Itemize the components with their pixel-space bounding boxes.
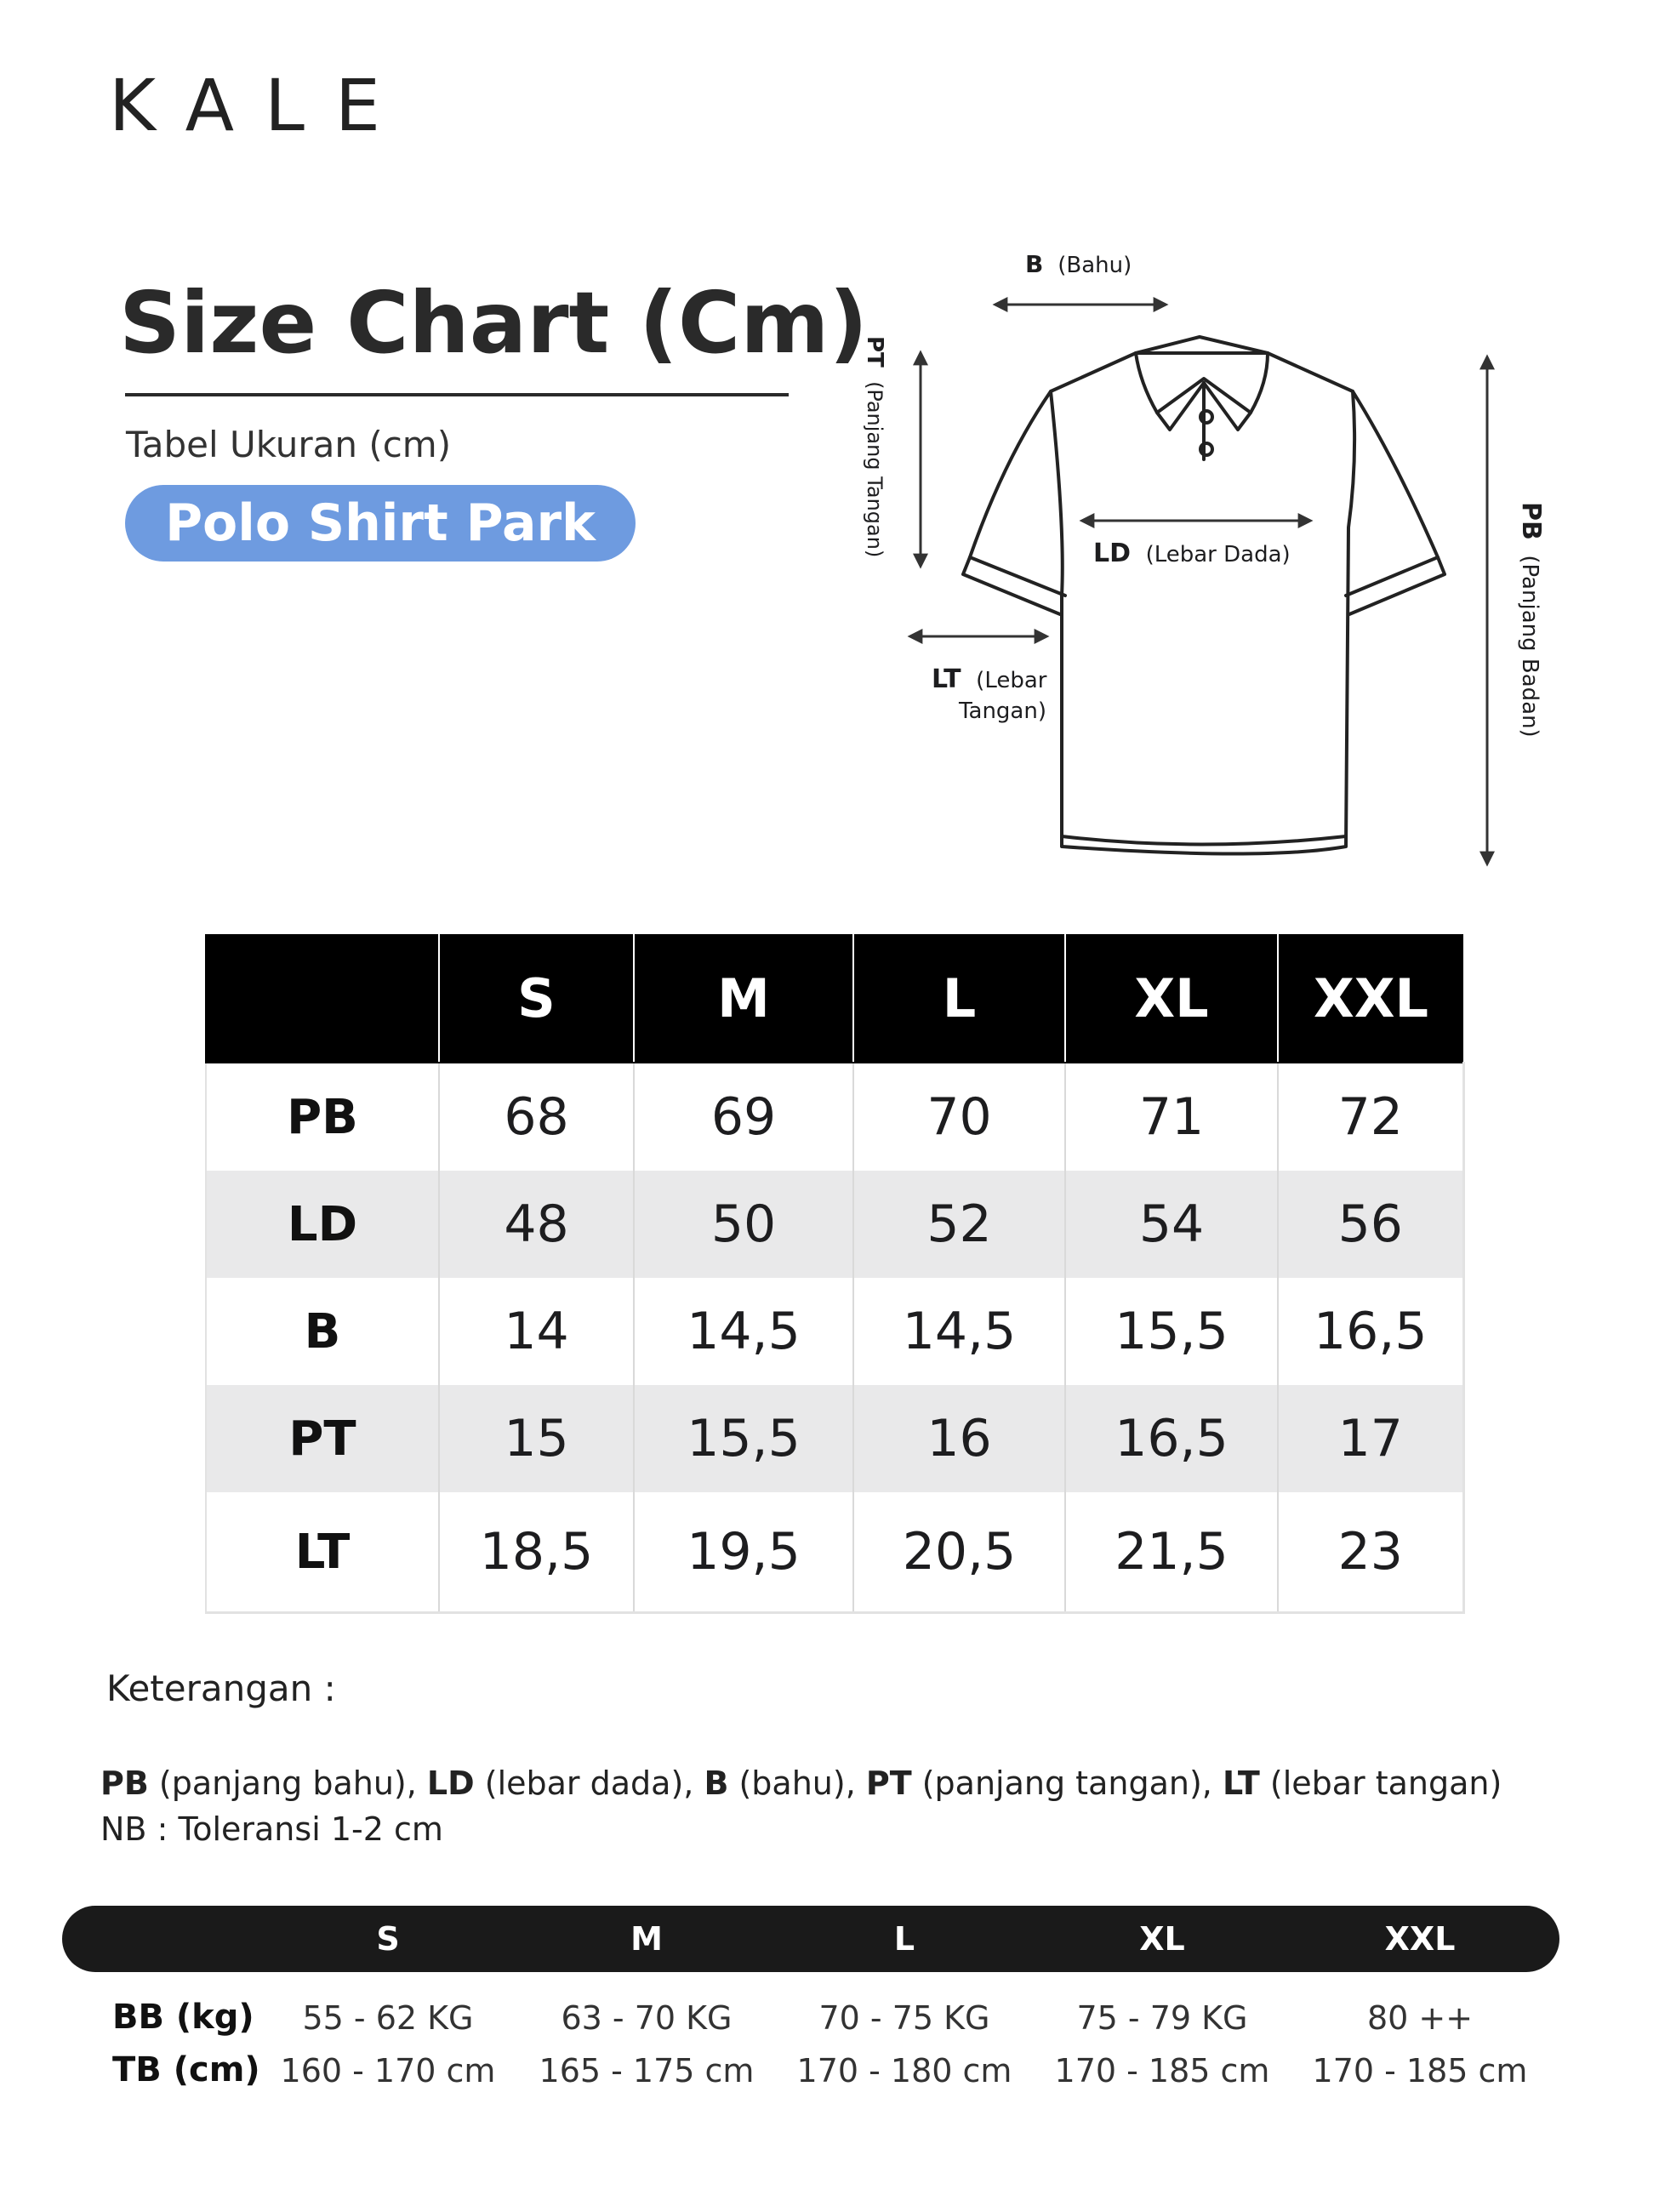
- table-cell: 14,5: [853, 1278, 1065, 1385]
- body-cell: 170 - 180 cm: [796, 2052, 1012, 2089]
- label-ld-abbr: LD: [1093, 539, 1132, 568]
- table-cell: 21,5: [1065, 1492, 1278, 1613]
- label-pt-abbr: PT: [862, 336, 887, 368]
- svg-text:LD (Lebar Dada): [1093, 539, 1291, 568]
- table-cell: 14: [439, 1278, 634, 1385]
- table-cell: 72: [1278, 1063, 1463, 1171]
- table-row: [206, 1063, 1463, 1171]
- body-header-size-s: S: [376, 1920, 400, 1958]
- brand-logo: KALE: [109, 64, 411, 147]
- table-cell: 48: [439, 1171, 634, 1278]
- legend-abbr: B: [704, 1764, 729, 1802]
- title-underline: [125, 393, 789, 396]
- legend-abbr: PT: [865, 1764, 912, 1802]
- legend-desc: (panjang bahu),: [148, 1764, 427, 1802]
- table-cell: 50: [634, 1171, 853, 1278]
- body-size-header-bar: [62, 1906, 1559, 1972]
- header-size-xl: XL: [1065, 934, 1278, 1063]
- table-row: [206, 1492, 1463, 1613]
- table-cell: 52: [853, 1171, 1065, 1278]
- label-lt-desc1: (Lebar: [976, 668, 1047, 693]
- legend-desc: (bahu),: [728, 1764, 866, 1802]
- table-cell: 19,5: [634, 1492, 853, 1613]
- table-cell: 68: [439, 1063, 634, 1171]
- body-cell: 170 - 185 cm: [1054, 2052, 1270, 2089]
- legend-desc: (lebar dada),: [474, 1764, 704, 1802]
- polo-shirt-diagram: [842, 247, 1574, 893]
- row-label: LT: [206, 1492, 439, 1613]
- header-size-s: S: [439, 934, 634, 1063]
- table-cell: 23: [1278, 1492, 1463, 1613]
- label-pb-abbr: PB: [1516, 502, 1546, 540]
- table-cell: 15,5: [1065, 1278, 1278, 1385]
- header-size-xxl: XXL: [1278, 934, 1463, 1063]
- table-cell: 56: [1278, 1171, 1463, 1278]
- body-row-label-weight: BB (kg): [112, 1998, 254, 2037]
- svg-text:LT (Lebar: [932, 664, 1047, 694]
- body-row-label-height: TB (cm): [112, 2050, 260, 2089]
- body-cell: 160 - 170 cm: [280, 2052, 496, 2089]
- svg-text:PT (Panjang Tangan): [862, 336, 887, 557]
- body-cell: 63 - 70 KG: [561, 1999, 733, 2037]
- table-cell: 17: [1278, 1385, 1463, 1492]
- header-size-l: L: [853, 934, 1065, 1063]
- label-b-abbr: B: [1025, 250, 1044, 278]
- legend-desc: (lebar tangan): [1259, 1764, 1502, 1802]
- label-pb-desc: (Panjang Badan): [1517, 555, 1542, 738]
- tolerance-note: NB : Toleransi 1-2 cm: [100, 1810, 443, 1848]
- row-label: B: [206, 1278, 439, 1385]
- table-cell: 16,5: [1065, 1385, 1278, 1492]
- table-cell: 14,5: [634, 1278, 853, 1385]
- legend-abbr: LT: [1222, 1764, 1260, 1802]
- table-row: [206, 1278, 1463, 1385]
- table-cell: 15,5: [634, 1385, 853, 1492]
- body-cell: 80 ++: [1366, 1999, 1474, 2037]
- table-cell: 70: [853, 1063, 1065, 1171]
- table-cell: 69: [634, 1063, 853, 1171]
- table-cell: 18,5: [439, 1492, 634, 1613]
- svg-text:B (Bahu): [1025, 250, 1132, 278]
- row-label: PB: [206, 1063, 439, 1171]
- label-b-desc: (Bahu): [1058, 253, 1132, 278]
- page-subtitle: Tabel Ukuran (cm): [126, 424, 452, 465]
- table-row: [206, 1171, 1463, 1278]
- table-row: [206, 1385, 1463, 1492]
- table-cell: 54: [1065, 1171, 1278, 1278]
- legend-abbr: LD: [426, 1764, 475, 1802]
- body-header-size-xxl: XXL: [1384, 1920, 1456, 1958]
- notes-heading: Keterangan :: [106, 1668, 336, 1709]
- product-name-badge: Polo Shirt Park: [125, 485, 636, 562]
- row-label: LD: [206, 1171, 439, 1278]
- header-empty-cell: [206, 934, 439, 1063]
- table-cell: 15: [439, 1385, 634, 1492]
- size-chart-table: [205, 934, 1465, 1614]
- legend-desc: (panjang tangan),: [911, 1764, 1223, 1802]
- label-pt-desc: (Panjang Tangan): [863, 381, 887, 558]
- legend-abbr: PB: [100, 1764, 149, 1802]
- body-cell: 55 - 62 KG: [302, 1999, 474, 2037]
- table-cell: 16,5: [1278, 1278, 1463, 1385]
- body-cell: 165 - 175 cm: [539, 2052, 755, 2089]
- svg-text:PB (Panjang Badan): [1516, 502, 1546, 738]
- table-cell: 71: [1065, 1063, 1278, 1171]
- row-label: PT: [206, 1385, 439, 1492]
- label-lt-desc2: Tangan): [958, 698, 1046, 724]
- body-cell: 75 - 79 KG: [1076, 1999, 1248, 2037]
- label-ld-desc: (Lebar Dada): [1145, 542, 1291, 567]
- body-header-size-xl: XL: [1139, 1920, 1185, 1958]
- body-cell: 70 - 75 KG: [818, 1999, 990, 2037]
- table-cell: 20,5: [853, 1492, 1065, 1613]
- table-cell: 16: [853, 1385, 1065, 1492]
- body-header-size-l: L: [893, 1920, 915, 1958]
- abbreviation-legend: [100, 1764, 1502, 1802]
- body-cell: 170 - 185 cm: [1312, 2052, 1528, 2089]
- table-header-row: [206, 934, 1463, 1063]
- body-header-size-m: M: [630, 1920, 663, 1958]
- page-title: Size Chart (Cm): [119, 273, 869, 373]
- label-lt-abbr: LT: [932, 664, 961, 694]
- polo-shirt-icon: [963, 337, 1445, 854]
- header-size-m: M: [634, 934, 853, 1063]
